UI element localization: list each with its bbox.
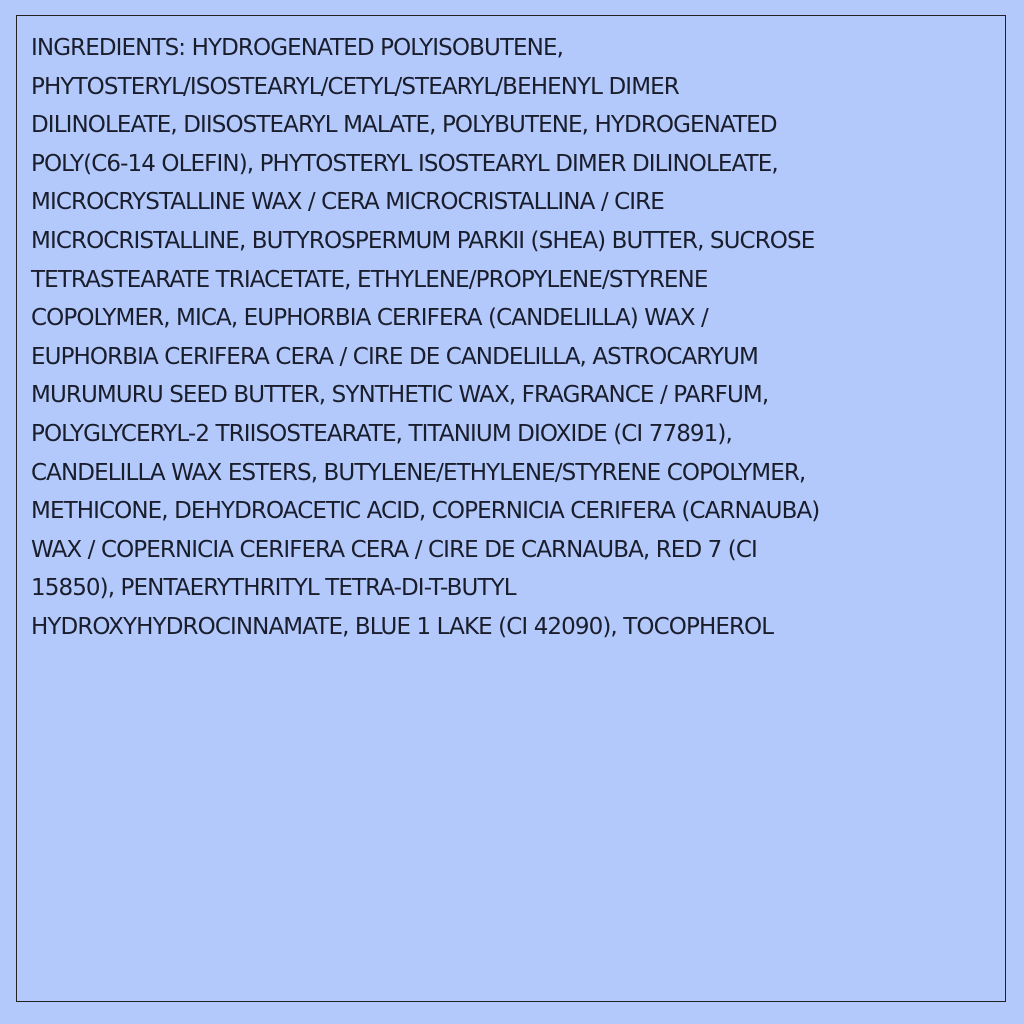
ingredients-line: MURUMURU SEED BUTTER, SYNTHETIC WAX, FRAGRANCE / PARFUM, (31, 382, 769, 409)
ingredients-line: POLY(C6-14 OLEFIN), PHYTOSTERYL ISOSTEARYL DIMER DILINOLEATE, (31, 150, 778, 177)
ingredients-line: EUPHORBIA CERIFERA CERA / CIRE DE CANDELILLA, ASTROCARYUM (31, 343, 758, 370)
ingredients-line: TETRASTEARATE TRIACETATE, ETHYLENE/PROPYLENE/STYRENE (31, 266, 708, 293)
ingredients-line: METHICONE, DEHYDROACETIC ACID, COPERNICIA CERIFERA (CARNAUBA) (31, 498, 820, 525)
ingredients-line: MICROCRISTALLINE, BUTYROSPERMUM PARKII (SHEA) BUTTER, SUCROSE (31, 227, 815, 254)
ingredients-line: MICROCRYSTALLINE WAX / CERA MICROCRISTALLINA / CIRE (31, 189, 664, 216)
ingredients-line: CANDELILLA WAX ESTERS, BUTYLENE/ETHYLENE/STYRENE COPOLYMER, (31, 459, 806, 486)
ingredients-line: COPOLYMER, MICA, EUPHORBIA CERIFERA (CANDELILLA) WAX / (31, 305, 708, 332)
ingredients-line: DILINOLEATE, DIISOSTEARYL MALATE, POLYBUTENE, HYDROGENATED (31, 112, 777, 139)
ingredients-line: POLYGLYCERYL-2 TRIISOSTEARATE, TITANIUM DIOXIDE (CI 77891), (31, 420, 732, 447)
ingredients-line: 15850), PENTAERYTHRITYL TETRA-DI-T-BUTYL (31, 575, 516, 602)
ingredients-list (31, 29, 991, 647)
ingredients-line: WAX / COPERNICIA CERIFERA CERA / CIRE DE CARNAUBA, RED 7 (CI (31, 536, 757, 563)
ingredients-line: INGREDIENTS: HYDROGENATED POLYISOBUTENE, (31, 35, 564, 61)
ingredients-line: HYDROXYHYDROCINNAMATE, BLUE 1 LAKE (CI 42090), TOCOPHEROL (31, 613, 774, 640)
ingredients-line: PHYTOSTERYL/ISOSTEARYL/CETYL/STEARYL/BEHENYL DIMER (31, 73, 679, 100)
